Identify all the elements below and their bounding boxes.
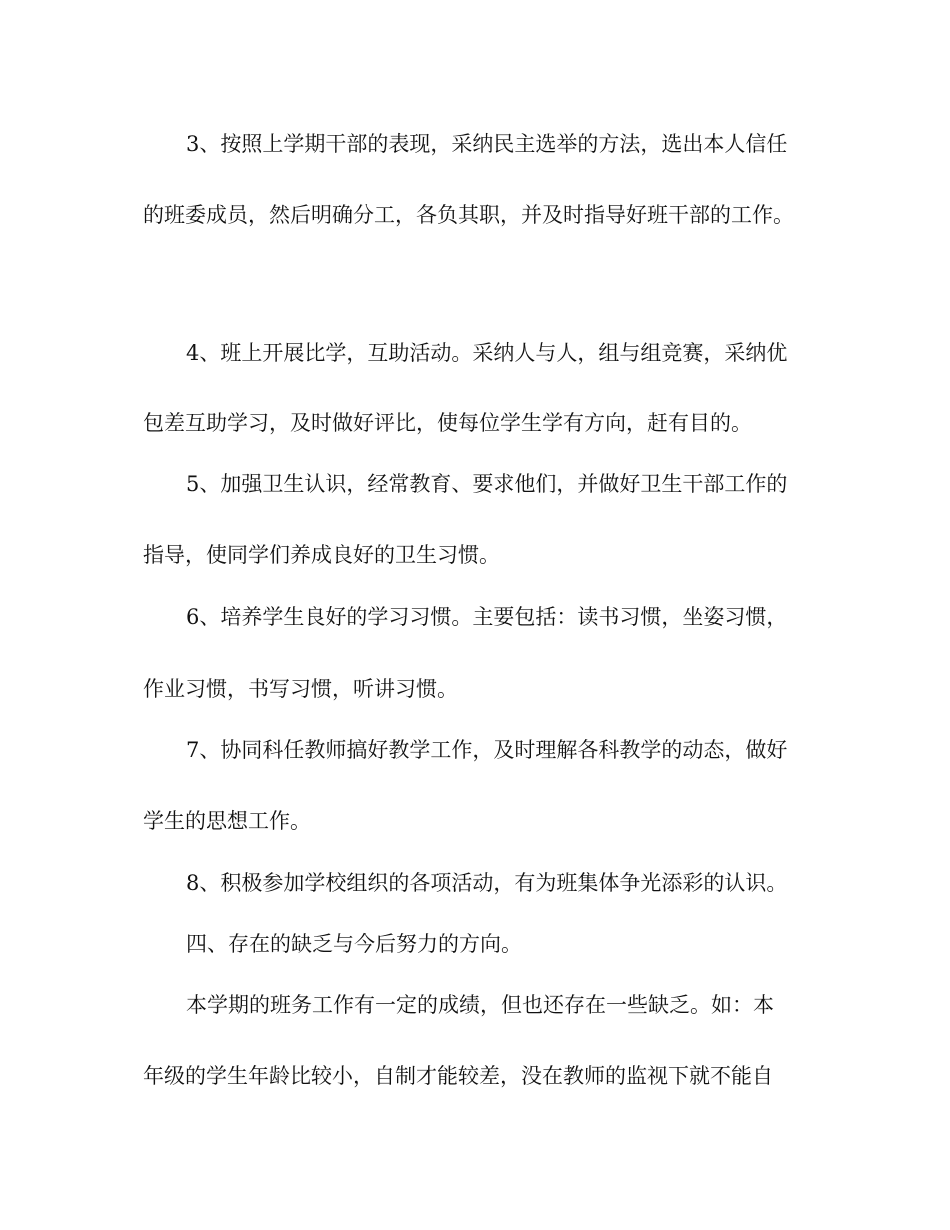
summary-line-2: 年级的学生年龄比较小，自制才能较差，没在教师的监视下就不能自	[143, 1064, 773, 1088]
item-4-line-1: 4、班上开展比学，互助活动。采纳人与人，组与组竞赛，采纳优	[186, 341, 788, 365]
item-7-line-1: 7、协同科任教师搞好教学工作，及时理解各科教学的动态，做好	[186, 738, 788, 762]
item-5-line-2: 指导，使同学们养成良好的卫生习惯。	[143, 543, 500, 567]
item-8-line-1: 8、积极参加学校组织的各项活动，有为班集体争光添彩的认识。	[186, 871, 788, 895]
section-4-heading: 四、存在的缺乏与今后努力的方向。	[186, 932, 522, 956]
item-5-line-1: 5、加强卫生认识，经常教育、要求他们，并做好卫生干部工作的	[186, 472, 788, 496]
item-3-line-2: 的班委成员，然后明确分工，各负其职，并及时指导好班干部的工作。	[143, 203, 794, 227]
item-6-line-2: 作业习惯，书写习惯，听讲习惯。	[143, 677, 458, 701]
item-3-line-1: 3、按照上学期干部的表现，采纳民主选举的方法，选出本人信任	[186, 132, 788, 156]
item-6-line-1: 6、培养学生良好的学习习惯。主要包括：读书习惯，坐姿习惯，	[186, 605, 788, 629]
item-7-line-2: 学生的思想工作。	[143, 809, 311, 833]
summary-line-1: 本学期的班务工作有一定的成绩，但也还存在一些缺乏。如：本	[186, 993, 774, 1017]
item-4-line-2: 包差互助学习，及时做好评比，使每位学生学有方向，赶有目的。	[143, 411, 752, 435]
